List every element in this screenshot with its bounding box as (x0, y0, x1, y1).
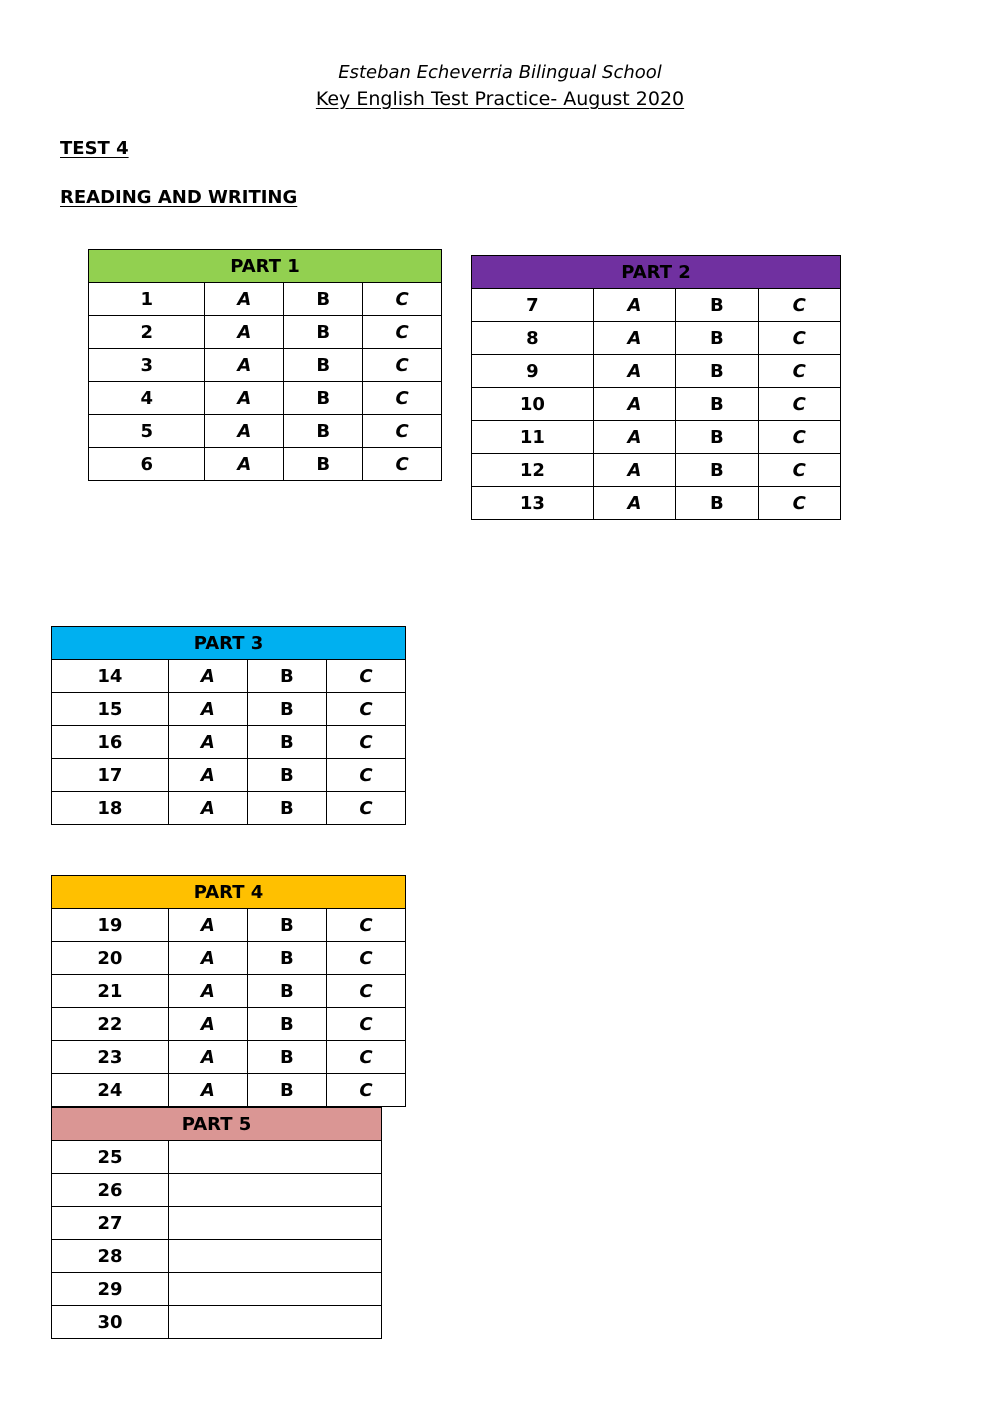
option-a-cell[interactable]: A (168, 726, 247, 759)
table-row (52, 792, 406, 825)
option-a-cell[interactable]: A (593, 355, 675, 388)
option-c-cell[interactable]: C (326, 975, 405, 1008)
question-number: 19 (52, 909, 169, 942)
option-a-cell[interactable]: A (168, 759, 247, 792)
test-heading: TEST 4 (60, 138, 129, 159)
table-row (89, 382, 442, 415)
option-c-cell[interactable]: C (326, 693, 405, 726)
question-number: 5 (89, 415, 205, 448)
option-c-cell[interactable]: C (758, 322, 840, 355)
part1-header: PART 1 (89, 250, 442, 283)
question-number: 22 (52, 1008, 169, 1041)
question-number: 18 (52, 792, 169, 825)
option-c-cell[interactable]: C (758, 454, 840, 487)
table-row (52, 942, 406, 975)
question-number: 23 (52, 1041, 169, 1074)
option-b-cell[interactable]: B (247, 1041, 326, 1074)
option-a-cell[interactable]: A (168, 1041, 247, 1074)
table-row (472, 487, 841, 520)
table-row (52, 1141, 382, 1174)
question-number: 6 (89, 448, 205, 481)
question-number: 26 (52, 1174, 169, 1207)
option-a-cell[interactable]: A (168, 660, 247, 693)
option-b-cell[interactable]: B (676, 454, 758, 487)
option-c-cell[interactable]: C (363, 316, 442, 349)
option-a-cell[interactable]: A (593, 322, 675, 355)
option-a-cell[interactable]: A (205, 283, 284, 316)
table-row (472, 388, 841, 421)
question-number: 8 (472, 322, 594, 355)
option-a-cell[interactable]: A (168, 975, 247, 1008)
option-a-cell[interactable]: A (593, 487, 675, 520)
table-row (52, 660, 406, 693)
option-c-cell[interactable]: C (326, 909, 405, 942)
option-c-cell[interactable]: C (758, 355, 840, 388)
table-row (472, 289, 841, 322)
question-number: 15 (52, 693, 169, 726)
option-b-cell[interactable]: B (676, 388, 758, 421)
option-a-cell[interactable]: A (168, 1074, 247, 1107)
option-a-cell[interactable]: A (593, 421, 675, 454)
document-title: Key English Test Practice- August 2020 (315, 88, 685, 110)
option-c-cell[interactable]: C (758, 421, 840, 454)
table-row (89, 316, 442, 349)
table-row (52, 1008, 406, 1041)
option-b-cell[interactable]: B (284, 382, 363, 415)
table-row (89, 283, 442, 316)
table-row (89, 349, 442, 382)
part2-header: PART 2 (472, 256, 841, 289)
table-row (52, 1074, 406, 1107)
option-a-cell[interactable]: A (205, 382, 284, 415)
option-b-cell[interactable]: B (247, 1074, 326, 1107)
option-c-cell[interactable]: C (758, 289, 840, 322)
question-number: 30 (52, 1306, 169, 1339)
question-number: 9 (472, 355, 594, 388)
question-number: 10 (472, 388, 594, 421)
answer-blank-cell[interactable] (169, 1306, 382, 1339)
option-b-cell[interactable]: B (284, 448, 363, 481)
part-5-table (51, 1107, 382, 1339)
question-number: 7 (472, 289, 594, 322)
option-b-cell[interactable]: B (247, 975, 326, 1008)
option-a-cell[interactable]: A (593, 454, 675, 487)
option-c-cell[interactable]: C (326, 1074, 405, 1107)
table-row (472, 322, 841, 355)
option-a-cell[interactable]: A (168, 909, 247, 942)
option-b-cell[interactable]: B (284, 283, 363, 316)
question-number: 11 (472, 421, 594, 454)
question-number: 16 (52, 726, 169, 759)
question-number: 13 (472, 487, 594, 520)
option-c-cell[interactable]: C (326, 1041, 405, 1074)
option-b-cell[interactable]: B (247, 660, 326, 693)
question-number: 14 (52, 660, 169, 693)
option-b-cell[interactable]: B (676, 355, 758, 388)
table-row (52, 1273, 382, 1306)
option-a-cell[interactable]: A (168, 693, 247, 726)
part-1-table (88, 249, 442, 481)
option-b-cell[interactable]: B (284, 349, 363, 382)
option-a-cell[interactable]: A (593, 388, 675, 421)
option-a-cell[interactable]: A (168, 792, 247, 825)
table-row (472, 355, 841, 388)
school-name: Esteban Echeverria Bilingual School (338, 62, 662, 83)
table-row (89, 415, 442, 448)
answer-blank-cell[interactable] (169, 1207, 382, 1240)
option-a-cell[interactable]: A (168, 942, 247, 975)
option-c-cell[interactable]: C (363, 382, 442, 415)
option-b-cell[interactable]: B (676, 322, 758, 355)
part-2-table (471, 255, 841, 520)
table-row (472, 421, 841, 454)
option-a-cell[interactable]: A (593, 289, 675, 322)
question-number: 24 (52, 1074, 169, 1107)
option-c-cell[interactable]: C (326, 1008, 405, 1041)
option-c-cell[interactable]: C (363, 415, 442, 448)
section-heading: READING AND WRITING (60, 187, 298, 208)
question-number: 12 (472, 454, 594, 487)
option-c-cell[interactable]: C (326, 726, 405, 759)
option-c-cell[interactable]: C (758, 487, 840, 520)
table-row (52, 909, 406, 942)
option-b-cell[interactable]: B (247, 759, 326, 792)
table-row (52, 1240, 382, 1273)
answer-blank-cell[interactable] (169, 1240, 382, 1273)
option-a-cell[interactable]: A (205, 316, 284, 349)
question-number: 21 (52, 975, 169, 1008)
table-row (52, 1306, 382, 1339)
table-row (472, 454, 841, 487)
option-b-cell[interactable]: B (676, 487, 758, 520)
option-b-cell[interactable]: B (284, 316, 363, 349)
option-a-cell[interactable]: A (205, 415, 284, 448)
option-b-cell[interactable]: B (247, 792, 326, 825)
table-row (52, 1041, 406, 1074)
question-number: 3 (89, 349, 205, 382)
table-row (52, 1207, 382, 1240)
option-b-cell[interactable]: B (247, 1008, 326, 1041)
table-row (52, 726, 406, 759)
option-b-cell[interactable]: B (247, 909, 326, 942)
option-c-cell[interactable]: C (326, 942, 405, 975)
option-c-cell[interactable]: C (326, 660, 405, 693)
option-b-cell[interactable]: B (247, 726, 326, 759)
question-number: 1 (89, 283, 205, 316)
part3-header: PART 3 (52, 627, 406, 660)
question-number: 27 (52, 1207, 169, 1240)
option-c-cell[interactable]: C (326, 792, 405, 825)
part4-header: PART 4 (52, 876, 406, 909)
option-a-cell[interactable]: A (205, 349, 284, 382)
option-c-cell[interactable]: C (326, 759, 405, 792)
question-number: 2 (89, 316, 205, 349)
table-row (52, 759, 406, 792)
part-3-table (51, 626, 406, 825)
answer-blank-cell[interactable] (169, 1273, 382, 1306)
option-a-cell[interactable]: A (205, 448, 284, 481)
part-4-table (51, 875, 406, 1107)
part5-header: PART 5 (52, 1108, 382, 1141)
question-number: 20 (52, 942, 169, 975)
table-row (89, 448, 442, 481)
option-b-cell[interactable]: B (676, 421, 758, 454)
question-number: 29 (52, 1273, 169, 1306)
answer-blank-cell[interactable] (169, 1174, 382, 1207)
option-c-cell[interactable]: C (363, 349, 442, 382)
option-b-cell[interactable]: B (247, 942, 326, 975)
option-c-cell[interactable]: C (363, 283, 442, 316)
question-number: 28 (52, 1240, 169, 1273)
question-number: 4 (89, 382, 205, 415)
option-b-cell[interactable]: B (676, 289, 758, 322)
question-number: 17 (52, 759, 169, 792)
table-row (52, 693, 406, 726)
table-row (52, 975, 406, 1008)
option-a-cell[interactable]: A (168, 1008, 247, 1041)
question-number: 25 (52, 1141, 169, 1174)
answer-blank-cell[interactable] (169, 1141, 382, 1174)
option-c-cell[interactable]: C (363, 448, 442, 481)
option-c-cell[interactable]: C (758, 388, 840, 421)
option-b-cell[interactable]: B (284, 415, 363, 448)
table-row (52, 1174, 382, 1207)
option-b-cell[interactable]: B (247, 693, 326, 726)
